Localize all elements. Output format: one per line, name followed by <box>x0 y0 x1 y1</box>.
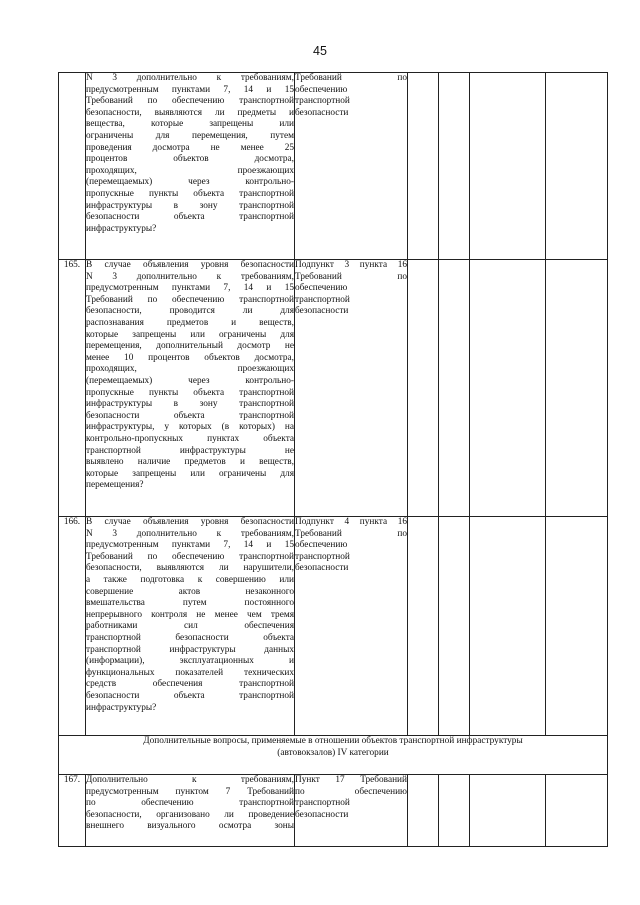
question-cell <box>86 517 295 736</box>
text-line: проходящих, проезжающих <box>86 165 294 176</box>
answer-no-cell <box>439 517 470 736</box>
text-line: инфраструктуры в зону транспортной <box>86 200 294 211</box>
text-line: транспортной инфраструктуры данных <box>86 644 294 655</box>
text-line: Дополнительно к требованиям, <box>86 775 294 785</box>
note-cell <box>546 73 608 260</box>
text-line: безопасности <box>295 563 349 574</box>
text-line: вещества, которые запрещены или <box>86 119 294 130</box>
text-line: вмешательства путем постоянного <box>86 598 294 609</box>
reference-cell <box>295 775 408 847</box>
text-line: Требований по <box>295 271 407 282</box>
text-line: внешнего визуального осмотра зоны <box>86 821 294 832</box>
row-number <box>59 73 86 260</box>
row-number: 166. <box>59 517 86 736</box>
text-line: N 3 дополнительно к требованиям, <box>86 528 294 539</box>
text-line: проведения досмотра не менее 25 <box>86 142 294 153</box>
reference-cell <box>295 517 408 736</box>
text-line: N 3 дополнительно к требованиям, <box>86 73 294 83</box>
page-number: 45 <box>313 44 327 58</box>
text-line: В случае объявления уровня безопасности <box>86 517 294 527</box>
section-header <box>59 736 608 775</box>
answer-yes-cell <box>408 73 439 260</box>
text-line: Требований по обеспечению транспортной <box>86 551 294 562</box>
text-line: (информации), эксплуатационных и <box>86 656 294 667</box>
text-line: инфраструктуры, у которых (в которых) на <box>86 422 294 433</box>
text-line: пропускные пункты объекта транспортной <box>86 387 294 398</box>
text-line: работниками сил обеспечения <box>86 621 294 632</box>
text-line: Подпункт 4 пункта 16 <box>295 517 407 527</box>
answer-no-cell <box>439 775 470 847</box>
text-line: N 3 дополнительно к требованиям, <box>86 271 294 282</box>
text-line: безопасности объекта транспортной <box>86 410 294 421</box>
text-line: инфраструктуры? <box>86 223 157 234</box>
text-line: обеспечению <box>295 283 348 294</box>
table-row <box>59 260 608 517</box>
reference-cell <box>295 260 408 517</box>
note-cell <box>546 260 608 517</box>
text-line: транспортной инфраструктуры не <box>86 445 294 456</box>
text-line: распознавания предметов и веществ, <box>86 317 294 328</box>
text-line: транспортной <box>295 96 350 107</box>
answer-yes-cell <box>408 775 439 847</box>
text-line: проходящих, проезжающих <box>86 364 294 375</box>
row-number: 167. <box>59 775 86 847</box>
text-line: а также подготовка к совершению или <box>86 574 294 585</box>
text-line: инфраструктуры? <box>86 702 157 713</box>
text-line: безопасности, выявляются ли нарушители, <box>86 563 294 574</box>
text-line: по обеспечению <box>295 786 407 797</box>
section-header-row <box>59 736 608 775</box>
text-line: Требований по <box>295 73 407 83</box>
question-cell <box>86 775 295 847</box>
text-line: безопасности <box>295 107 349 118</box>
text-line: безопасности, организовано ли проведение <box>86 809 294 820</box>
text-line: предусмотренным пунктами 7, 14 и 15 <box>86 84 294 95</box>
text-line: безопасности объекта транспортной <box>86 690 294 701</box>
section-header-line: Дополнительные вопросы, применяемые в отношении объектов транспортной инфраструктуры <box>143 736 523 746</box>
text-line: которые запрещены или ограничены для <box>86 329 294 340</box>
text-line: (перемещаемых) через контрольно- <box>86 375 294 386</box>
reference-cell <box>295 73 408 260</box>
text-line: выявлено наличие предметов и веществ, <box>86 457 294 468</box>
text-line: безопасности <box>295 809 349 820</box>
table-row <box>59 73 608 260</box>
text-line: совершение актов незаконного <box>86 586 294 597</box>
text-line: Пункт 17 Требований <box>295 775 407 785</box>
not-applicable-cell <box>470 73 546 260</box>
note-cell <box>546 775 608 847</box>
text-line: непрерывного контроля не менее чем тремя <box>86 609 294 620</box>
question-cell <box>86 73 295 260</box>
text-line: безопасности, выявляются ли предметы и <box>86 107 294 118</box>
text-line: инфраструктуры в зону транспортной <box>86 399 294 410</box>
text-line: транспортной безопасности объекта <box>86 632 294 643</box>
text-line: процентов объектов досмотра, <box>86 154 294 165</box>
row-number: 165. <box>59 260 86 517</box>
text-line: (перемещаемых) через контрольно- <box>86 177 294 188</box>
not-applicable-cell <box>470 517 546 736</box>
text-line: предусмотренным пунктами 7, 14 и 15 <box>86 540 294 551</box>
text-line: транспортной <box>295 294 350 305</box>
text-line: перемещения, дополнительный досмотр не <box>86 341 294 352</box>
text-line: Подпункт 3 пункта 16 <box>295 260 407 270</box>
text-line: безопасности, проводится ли для <box>86 306 294 317</box>
answer-yes-cell <box>408 517 439 736</box>
text-line: Требований по <box>295 528 407 539</box>
checklist-table <box>58 72 608 847</box>
text-line: пропускные пункты объекта транспортной <box>86 188 294 199</box>
not-applicable-cell <box>470 260 546 517</box>
text-line: которые запрещены или ограничены для <box>86 468 294 479</box>
text-line: менее 10 процентов объектов досмотра, <box>86 352 294 363</box>
table-row <box>59 517 608 736</box>
section-header-line: (автовокзалов) IV категории <box>277 747 389 758</box>
text-line: безопасности объекта транспортной <box>86 212 294 223</box>
table-row <box>59 775 608 847</box>
text-line: перемещения? <box>86 480 144 491</box>
note-cell <box>546 517 608 736</box>
text-line: Требований по обеспечению транспортной <box>86 96 294 107</box>
not-applicable-cell <box>470 775 546 847</box>
text-line: средств обеспечения транспортной <box>86 679 294 690</box>
text-line: транспортной <box>295 551 350 562</box>
text-line: безопасности <box>295 306 349 317</box>
text-line: транспортной <box>295 798 350 809</box>
text-line: предусмотренным пунктом 7 Требований <box>86 786 294 797</box>
answer-yes-cell <box>408 260 439 517</box>
text-line: обеспечению <box>295 540 348 551</box>
answer-no-cell <box>439 260 470 517</box>
answer-no-cell <box>439 73 470 260</box>
question-cell <box>86 260 295 517</box>
text-line: В случае объявления уровня безопасности <box>86 260 294 270</box>
text-line: по обеспечению транспортной <box>86 798 294 809</box>
text-line: ограничены для перемещения, путем <box>86 130 294 141</box>
text-line: Требований по обеспечению транспортной <box>86 294 294 305</box>
text-line: обеспечению <box>295 84 348 95</box>
text-line: функциональных показателей технических <box>86 667 294 678</box>
text-line: контрольно-пропускных пунктах объекта <box>86 433 294 444</box>
text-line: предусмотренным пунктами 7, 14 и 15 <box>86 283 294 294</box>
